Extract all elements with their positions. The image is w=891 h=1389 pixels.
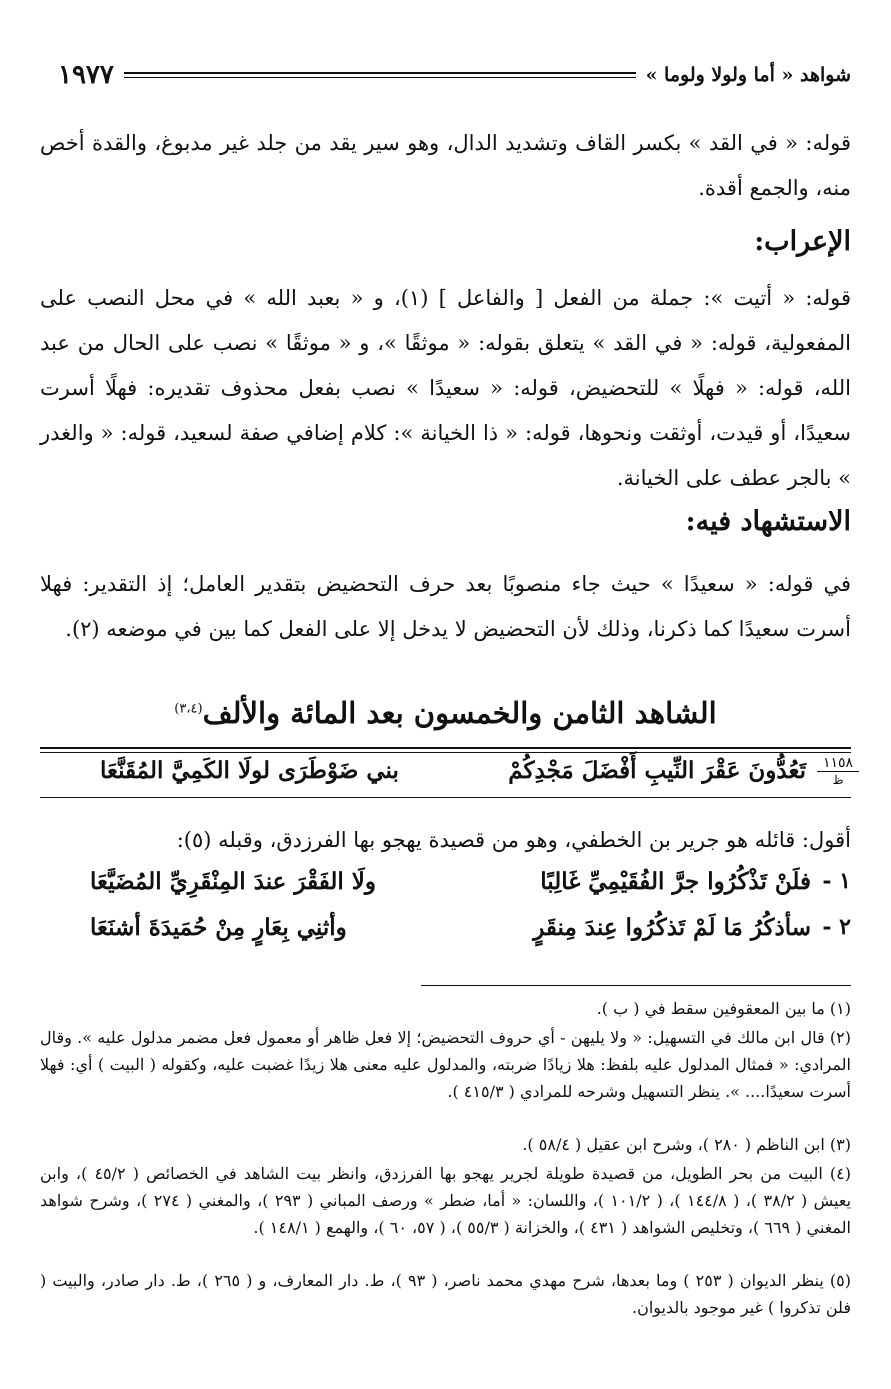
running-title: شواهد « أما ولولا ولوما » [645, 64, 851, 86]
footnote-4: (٤) البيت من بحر الطويل، من قصيدة طويلة لجرير يهجو بها الفرزدق، وانظر بيت الشاهد في الخصائص ( ٤٥/٢ )، وابن يعيش ( ٣٨/٢ )، ( ١٤٤/٨ )، ( ١٠١/٢ )، واللسان: « أما، ضطر » ورصف المباني ( ٢٩٣ )، والمغني ( ٢٧٤ )، وشرح شواهد المغني ( ٦٦٩ )، وتخليص الشواهد ( ٤٣١ )، والخزانة ( ٥٥/٣ )، ( ٥٧، ٦٠ )، والهمع ( ١٤٨/١ ). [40, 1164, 852, 1237]
header-rule [124, 72, 636, 78]
verse-index: ١ - [822, 868, 851, 894]
verse-hemistich-2: ولَا الفَقْرَ عندَ المِنْقَرِيِّ المُضَيَّعَا [90, 868, 376, 895]
page-number: ١٩٧٧ [58, 60, 114, 90]
section-title [40, 696, 851, 730]
footnote-3: (٣) ابن الناظم ( ٢٨٠ )، وشرح ابن عقيل ( ٥٨/٤ ). [522, 1135, 851, 1154]
verse-index: ٢ - [822, 914, 851, 940]
verse-line-1 [40, 868, 851, 912]
verse-hemistich-1: فلَنْ تَذْكُرُوا جرَّ الفُقَيْمِيِّ غَالِبًا [540, 868, 811, 895]
heading-istishhad: الاستشهاد فيه: [685, 506, 851, 537]
verse-hemistich-1: سأذكُرُ مَا لَمْ تَذكُرُوا عِندَ مِنقَرٍ [533, 914, 811, 941]
footnote-1: (١) ما بين المعقوفين سقط في ( ب ). [596, 999, 851, 1018]
verse-top-rule [40, 747, 851, 753]
paragraph-istishhad: في قوله: « سعيدًا » حيث جاء منصوبًا بعد حرف التحضيض بتقدير العامل؛ إذ التقدير: فهلا أسرت سعيدًا كما ذكرنا، وذلك لأن التحضيض لا يدخل إلا على الفعل كما بين في موضعه (٢). [40, 572, 851, 641]
section-title-text: الشاهد الثامن والخمسون بعد المائة والألف [202, 696, 717, 730]
verse-bottom-rule [40, 797, 851, 798]
footnote-5: (٥) ينظر الديوان ( ٢٥٣ ) وما بعدها، شرح مهدي محمد ناصر، ( ٩٣ )، ط. دار المعارف، و ( ٢٦٥ )، ط. دار صادر، والبيت ( فلن تذكروا ) غير موجود بالديوان. [40, 1271, 852, 1317]
verse-number-value: ١١٥٨ [822, 755, 854, 771]
page-header [58, 58, 851, 92]
heading-irab: الإعراب: [754, 226, 851, 257]
paragraph-irab: قوله: « أتيت »: جملة من الفعل [ والفاعل ] (١)، و « بعبد الله » في محل النصب على المفعولية، قوله: « في القد » يتعلق بقوله: « موثقًا »، و « موثقًا » نصب على الحال من عبد الله، قوله: « فهلًا » للتحضيض، قوله: « سعيدًا » نصب بفعل محذوف تقديره: فهلًا أسرت سعيدًا، أو قيدت، أوثقت ونحوها، قوله: « ذا الخيانة »: كلام إضافي صفة لسعيد، قوله: « والغدر » بالجر عطف على الخيانة. [40, 286, 851, 490]
main-verse-hemistich-1: تَعُدُّونَ عَقْرَ النِّيبِ أَفْضَلَ مَجْدِكُمْ [508, 757, 806, 784]
verse-hemistich-2: وأثنِي بِعَارٍ مِنْ حُمَيدَةَ أشنَعَا [90, 914, 347, 941]
footnote-2: (٢) قال ابن مالك في التسهيل: « ولا يليهن - أي حروف التحضيض؛ إلا فعل ظاهر أو معمول فعل مضمر مدلول عليه ». وقال المرادي: « فمثال المدلول عليه بلفظ: هلا زيادًا ضربته، والمدلول عليه معنى هلا زيدًا غضبت عليه، وكقوله ( البيت ) أي: فهلا أسرت سعيدًا.... ». ينظر التسهيل وشرحه للمرادي ( ٤١٥/٣ ). [40, 1028, 851, 1101]
verse-number-sub: ظ [817, 771, 859, 788]
main-verse-hemistich-2: بني ضَوْطَرَى لولَا الكَمِيَّ المُقَنَّعَا [100, 757, 399, 784]
paragraph-word-explanation: قوله: « في القد » بكسر القاف وتشديد الدال، وهو سير يقد من جلد غير مدبوغ، والقدة أخص منه، والجمع أقدة. [40, 131, 851, 200]
main-verse [40, 755, 854, 801]
verse-line-2 [40, 914, 851, 958]
section-title-note: (٣،٤) [174, 701, 203, 717]
footnote-separator [421, 985, 851, 986]
paragraph-aqul: أقول: قائله هو جرير بن الخطفي، وهو من قصيدة يهجو بها الفرزدق، وقبله (٥): [176, 828, 851, 852]
